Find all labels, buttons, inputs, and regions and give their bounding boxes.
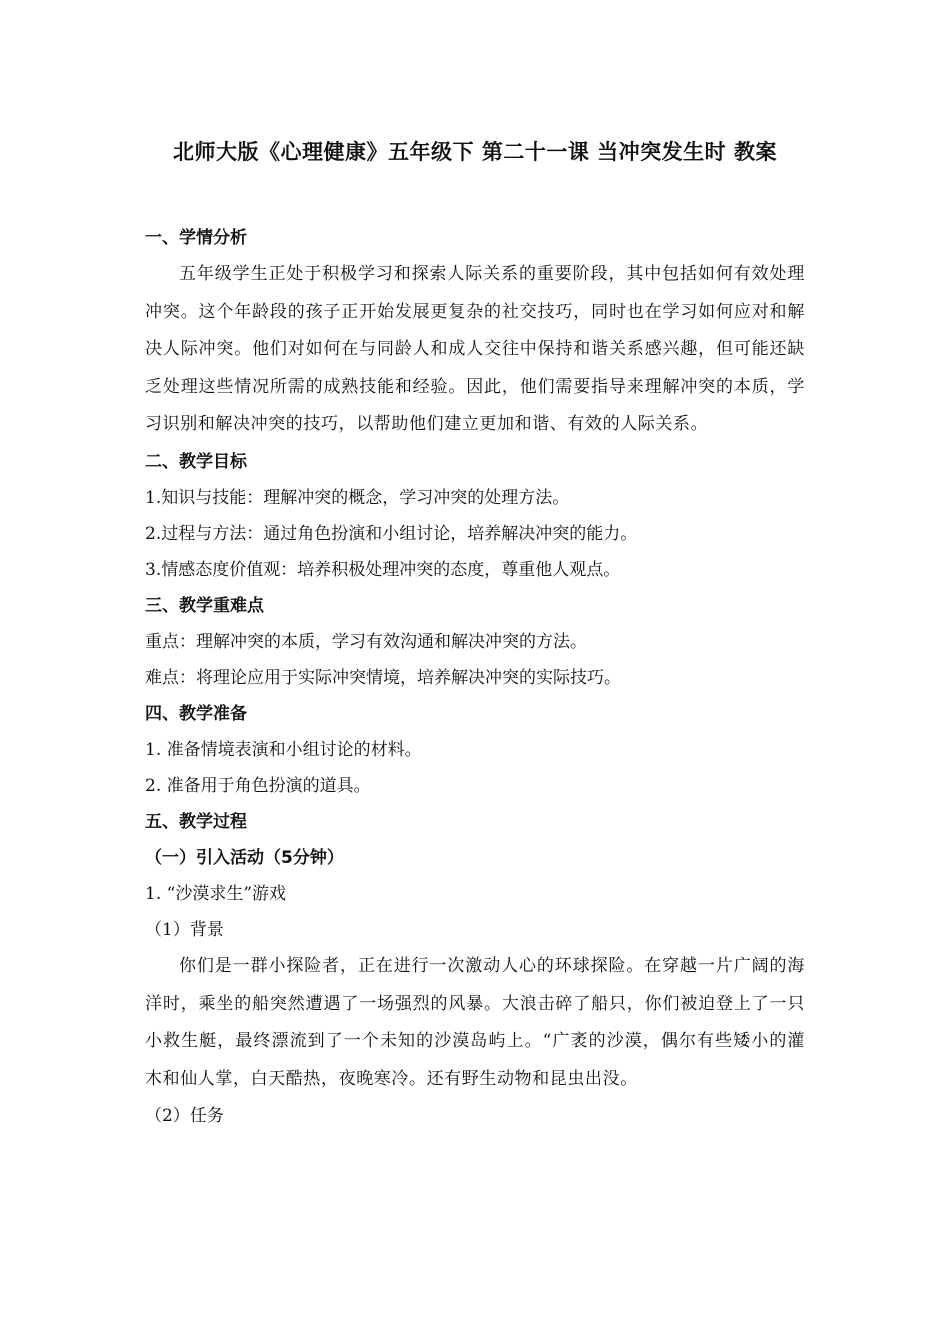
section-heading-objectives: 二、教学目标 xyxy=(145,451,247,472)
objective-item: 1.知识与技能：理解冲突的概念，学习冲突的处理方法。 xyxy=(145,487,570,508)
objective-item: 2.过程与方法：通过角色扮演和小组讨论，培养解决冲突的能力。 xyxy=(145,523,638,544)
process-subheading: （一）引入活动（5分钟） xyxy=(145,847,344,868)
document-title: 北师大版《心理健康》五年级下 第二十一课 当冲突发生时 教案 xyxy=(173,140,777,164)
section-heading-key-points: 三、教学重难点 xyxy=(145,595,264,616)
background-label: （1）背景 xyxy=(145,919,224,940)
background-paragraph: 你们是一群小探险者，正在进行一次激动人心的环球探险。在穿越一片广阔的海洋时，乘坐的船突然遭遇了一场强烈的风暴。大浪击碎了船只，你们被迫登上了一只小救生艇，最终漂流到了一个未知的沙漠岛屿上。“广袤的沙漠，偶尔有些矮小的灌木和仙人掌，白天酷热，夜晚寒冷。还有野生动物和昆虫出没。 xyxy=(145,955,805,1089)
preparation-item: 1. 准备情境表演和小组讨论的材料。 xyxy=(145,739,422,760)
game-title: 1. “沙漠求生”游戏 xyxy=(145,883,287,904)
analysis-paragraph: 五年级学生正处于积极学习和探索人际关系的重要阶段，其中包括如何有效处理冲突。这个年龄段的孩子正开始发展更复杂的社交技巧，同时也在学习如何应对和解决人际冲突。他们对如何在与同龄人和成人交往中保持和谐关系感兴趣，但可能还缺乏处理这些情况所需的成熟技能和经验。因此，他们需要指导来理解冲突的本质，学习识别和解决冲突的技巧，以帮助他们建立更加和谐、有效的人际关系。 xyxy=(145,264,805,435)
section-heading-preparation: 四、教学准备 xyxy=(145,703,247,724)
section-heading-analysis: 一、学情分析 xyxy=(145,228,247,248)
key-point-item: 重点：理解冲突的本质，学习有效沟通和解决冲突的方法。 xyxy=(145,631,587,652)
section-heading-process: 五、教学过程 xyxy=(145,811,247,832)
document-body xyxy=(145,220,805,1134)
task-label: （2）任务 xyxy=(145,1106,224,1127)
key-point-item: 难点：将理论应用于实际冲突情境，培养解决冲突的实际技巧。 xyxy=(145,667,621,688)
preparation-item: 2. 准备用于角色扮演的道具。 xyxy=(145,775,371,796)
objective-item: 3.情感态度价值观：培养积极处理冲突的态度，尊重他人观点。 xyxy=(145,559,621,580)
